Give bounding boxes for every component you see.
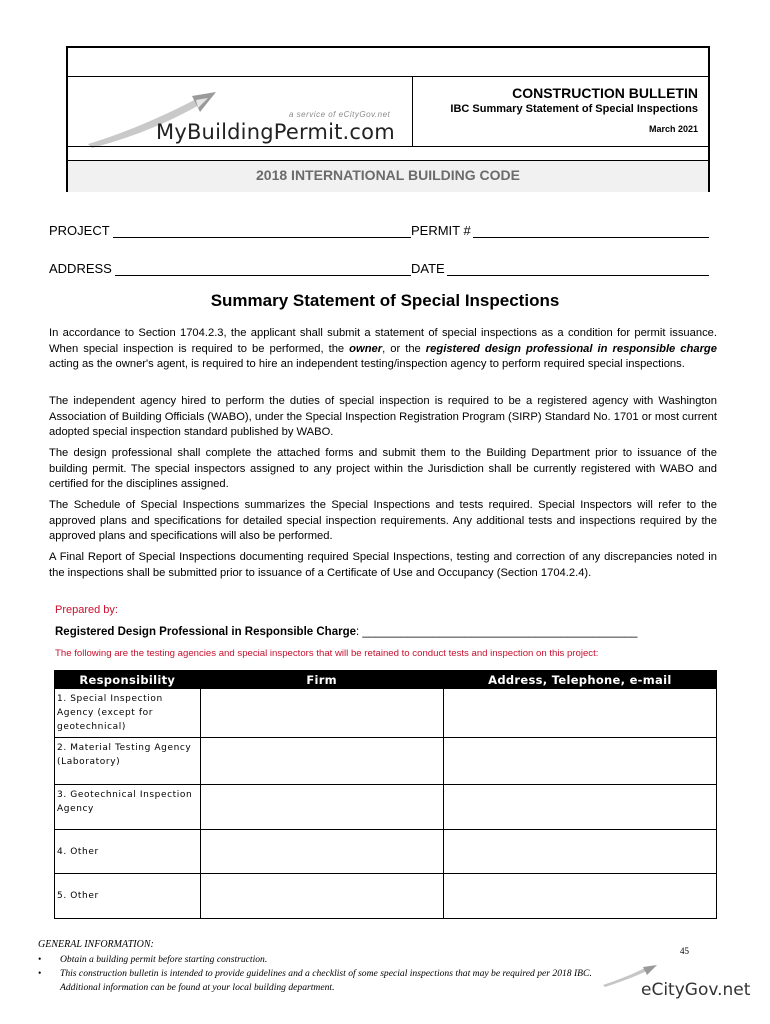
header-top-bar [68,48,708,77]
bulletin-title: CONSTRUCTION BULLETIN [512,85,698,101]
responsibility-text: 1. Special Inspection Agency (except for geotechnical) [57,694,163,732]
rdp-line [55,626,637,638]
contact-cell[interactable] [443,689,716,738]
responsibility-text: 4. Other [57,846,99,857]
prepared-by-label: Prepared by: [55,604,118,616]
list-item-text: Obtain a building permit before starting construction. [60,954,268,965]
paragraph-agency: The independent agency hired to perform the duties of special inspection is required to be a registered agency with Washington Association of Building Officials (WABO), under the Special Inspection Registration Program (SIRP) Standard No. 1701 or most current adopted special inspection standard published by WABO. [49,395,717,438]
col-contact: Address, Telephone, e-mail [443,671,716,689]
owner-emphasis: owner [349,342,383,355]
address-label: ADDRESS [49,261,112,276]
contact-cell[interactable] [443,785,716,830]
bullet-icon: • [38,968,42,979]
code-title: 2018 INTERNATIONAL BUILDING CODE [256,167,520,183]
ecitygov-logo: eCityGov.net [641,980,751,1000]
responsibility-text: 2. Material Testing Agency (Laboratory) [57,743,192,767]
contact-cell[interactable] [443,738,716,785]
paragraph-intro-a: In accordance to Section 1704.2.3, the applicant shall submit a statement of special inspections as a condition for permit issuance. When special inspection is required to be performed, the [49,327,717,355]
paragraph-design-professional: The design professional shall complete the attached forms and submit them to the Building Department prior to issuance of the building permit. The special inspectors assigned to any project within the Jurisdiction shall be currently registered with WABO and certified for the disciplines assigned. [49,447,717,490]
bulletin-info-panel [412,76,708,146]
responsibility-text: 3. Geotechnical Inspection Agency [57,790,193,814]
address-date-row [49,261,711,279]
date-field[interactable] [447,275,709,276]
paragraph-schedule: The Schedule of Special Inspections summarizes the Special Inspections and tests required. Special Inspectors will refer to the approved plans and specifications for detailed special inspection requirements. Any additional tests and inspections required by the approved plans and specifications will also be performed. [49,499,717,542]
responsibility-cell [55,738,201,785]
paragraph-final-report: A Final Report of Special Inspections documenting required Special Inspections, testing and correction of any discrepancies noted in the inspections shall be submitted prior to issuance of a Certificate of Use and Occupancy (Section 1704.2.4). [49,551,717,579]
responsibility-text: 5. Other [57,891,99,901]
list-item [38,967,598,995]
col-responsibility: Responsibility [55,671,201,689]
rdp-emphasis: registered design professional in responsible charge [425,342,717,355]
firm-cell[interactable] [200,830,443,874]
responsibility-cell [55,874,201,919]
general-information-list [38,953,598,995]
permit-field[interactable] [473,237,709,238]
responsibility-cell [55,785,201,830]
col-firm: Firm [200,671,443,689]
responsibility-cell [55,830,201,874]
table-row [55,738,717,785]
logo-panel [68,76,413,146]
paragraph-intro-b: , or the [382,342,426,355]
table-header-row [55,671,717,689]
bullet-icon: • [38,954,42,965]
table-row [55,874,717,919]
bulletin-subtitle: IBC Summary Statement of Special Inspections [450,103,698,115]
firm-cell[interactable] [200,738,443,785]
paragraph-intro-c: acting as the owner's agent, is required to hire an independent testing/inspection agency to perform required special inspections. [49,358,685,370]
bulletin-header [66,46,710,192]
date-label: DATE [411,261,445,276]
header-spacer [68,146,708,161]
contact-cell[interactable] [443,830,716,874]
table-row [55,785,717,830]
general-information-label: GENERAL INFORMATION: [38,939,154,950]
list-item [38,953,598,967]
table-row [55,689,717,738]
logo-service-text: a service of eCityGov.net [289,110,391,119]
permit-label: PERMIT # [411,223,471,238]
firm-cell[interactable] [200,689,443,738]
code-banner [68,160,708,192]
project-permit-row [49,223,711,241]
inspection-agencies-table [54,670,717,919]
project-label: PROJECT [49,223,110,238]
rdp-label: Registered Design Professional in Responsible Charge [55,626,356,638]
contact-cell[interactable] [443,874,716,919]
page-number: 45 [680,946,689,956]
logo-wordmark: MyBuildingPermit.com [156,120,395,144]
project-field[interactable] [113,237,411,238]
bulletin-date: March 2021 [648,124,698,134]
page-title: Summary Statement of Special Inspections [210,291,560,310]
firm-cell[interactable] [200,874,443,919]
paragraph-intro [49,326,717,373]
list-item-text: This construction bulletin is intended to provide guidelines and a checklist of some special inspections that may be required per 2018 IBC. Additional information can be found at your local building department. [60,968,592,993]
firm-cell[interactable] [200,785,443,830]
responsibility-cell [55,689,201,738]
retained-agencies-note: The following are the testing agencies and special inspectors that will be retained to conduct tests and inspection on this project: [55,648,599,659]
address-field[interactable] [115,275,411,276]
table-row [55,830,717,874]
rdp-field[interactable]: : ___________________________________________ [356,626,638,638]
